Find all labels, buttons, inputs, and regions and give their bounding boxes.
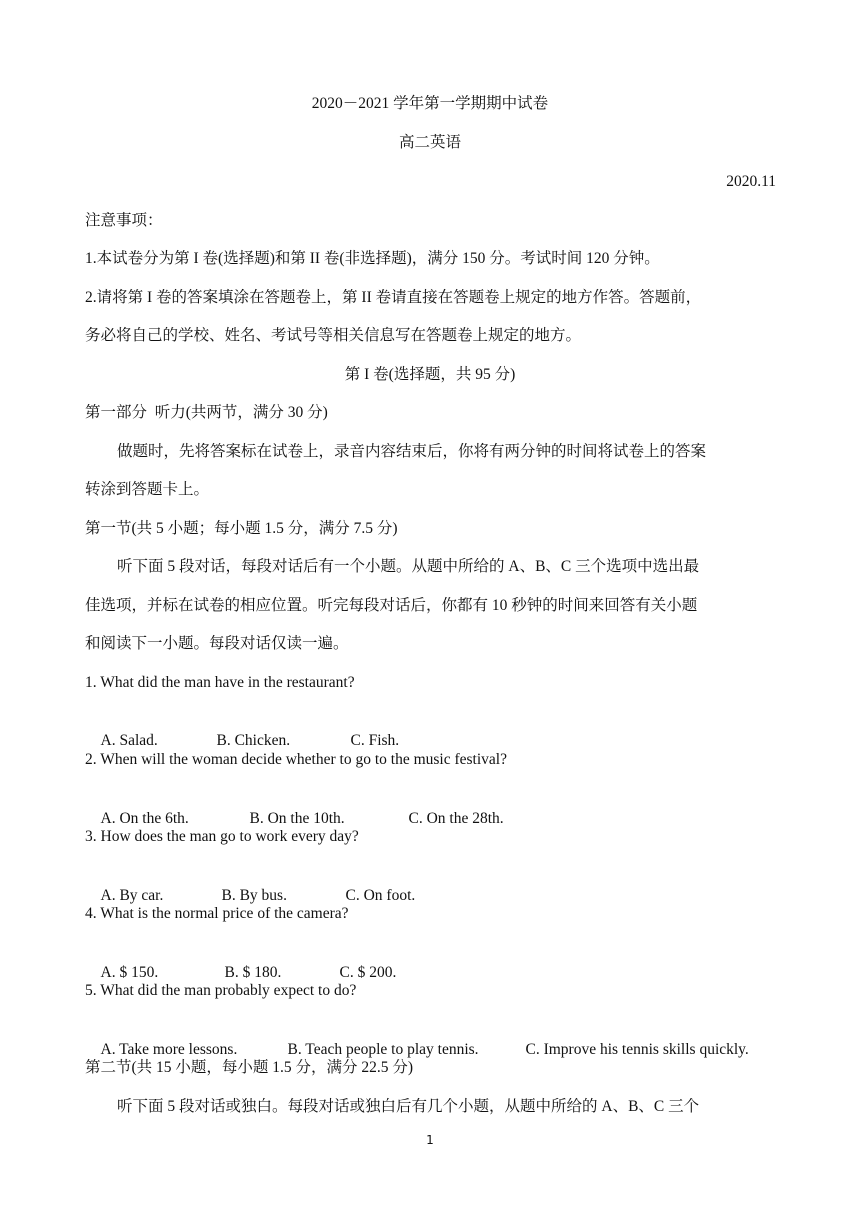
- option-b: B. Chicken.: [216, 732, 291, 749]
- part-title: 第一部分 听力(共两节，满分 30 分): [85, 404, 328, 421]
- option-c: C. Fish.: [350, 732, 400, 749]
- option-b: B. By bus.: [221, 887, 287, 904]
- question-4: 4. What is the normal price of the camera?: [85, 905, 349, 922]
- note-item-2-line-2: 务必将自己的学校、姓名、考试号等相关信息写在答题卷上规定的地方。: [85, 327, 582, 344]
- question-3: 3. How does the man go to work every day?: [85, 828, 359, 845]
- option-a: A. On the 6th.: [100, 810, 189, 827]
- option-a: A. Take more lessons.: [100, 1041, 238, 1058]
- section-2-instruction-line-1: 听下面 5 段对话或独白。每段对话或独白后有几个小题，从题中所给的 A、B、C 三个: [117, 1098, 700, 1115]
- volume-title: 第 I 卷(选择题，共 95 分): [344, 366, 516, 383]
- note-item-2-line-1: 2.请将第 I 卷的答案填涂在答题卷上，第 II 卷请直接在答题卷上规定的地方作答。答题前，: [85, 289, 702, 306]
- option-c: C. On the 28th.: [408, 810, 504, 827]
- section-1-title: 第一节(共 5 小题；每小题 1.5 分，满分 7.5 分): [85, 520, 398, 537]
- option-a: A. $ 150.: [100, 964, 159, 981]
- exam-title: 2020－2021 学年第一学期期中试卷: [311, 95, 549, 112]
- section-2-title: 第二节(共 15 小题，每小题 1.5 分，满分 22.5 分): [85, 1059, 414, 1076]
- option-b: B. $ 180.: [224, 964, 282, 981]
- notes-heading: 注意事项：: [85, 212, 163, 229]
- subject-title: 高二英语: [398, 134, 461, 151]
- section-1-instruction-line-3: 和阅读下一小题。每段对话仅读一遍。: [85, 635, 349, 652]
- option-a: A. By car.: [100, 887, 164, 904]
- option-c: C. Improve his tennis skills quickly.: [525, 1041, 749, 1058]
- option-c: C. $ 200.: [339, 964, 397, 981]
- option-a: A. Salad.: [100, 732, 158, 749]
- part-instruction-line-1: 做题时，先将答案标在试卷上，录音内容结束后，你将有两分钟的时间将试卷上的答案: [117, 443, 707, 460]
- page-number: 1: [426, 1133, 434, 1147]
- question-1: 1. What did the man have in the restaurant?: [85, 674, 355, 691]
- question-5: 5. What did the man probably expect to do?: [85, 982, 357, 999]
- option-b: B. On the 10th.: [249, 810, 345, 827]
- option-c: C. On foot.: [345, 887, 416, 904]
- question-2: 2. When will the woman decide whether to go to the music festival?: [85, 751, 507, 768]
- section-1-instruction-line-2: 佳选项，并标在试卷的相应位置。听完每段对话后，你都有 10 秒钟的时间来回答有关小题: [85, 597, 698, 614]
- exam-date: 2020.11: [726, 173, 776, 190]
- option-b: B. Teach people to play tennis.: [287, 1041, 479, 1058]
- section-1-instruction-line-1: 听下面 5 段对话，每段对话后有一个小题。从题中所给的 A、B、C 三个选项中选出最: [117, 558, 700, 575]
- part-instruction-line-2: 转涂到答题卡上。: [85, 481, 210, 498]
- note-item-1: 1.本试卷分为第 I 卷(选择题)和第 II 卷(非选择题)，满分 150 分。考试时间 120 分钟。: [85, 250, 660, 267]
